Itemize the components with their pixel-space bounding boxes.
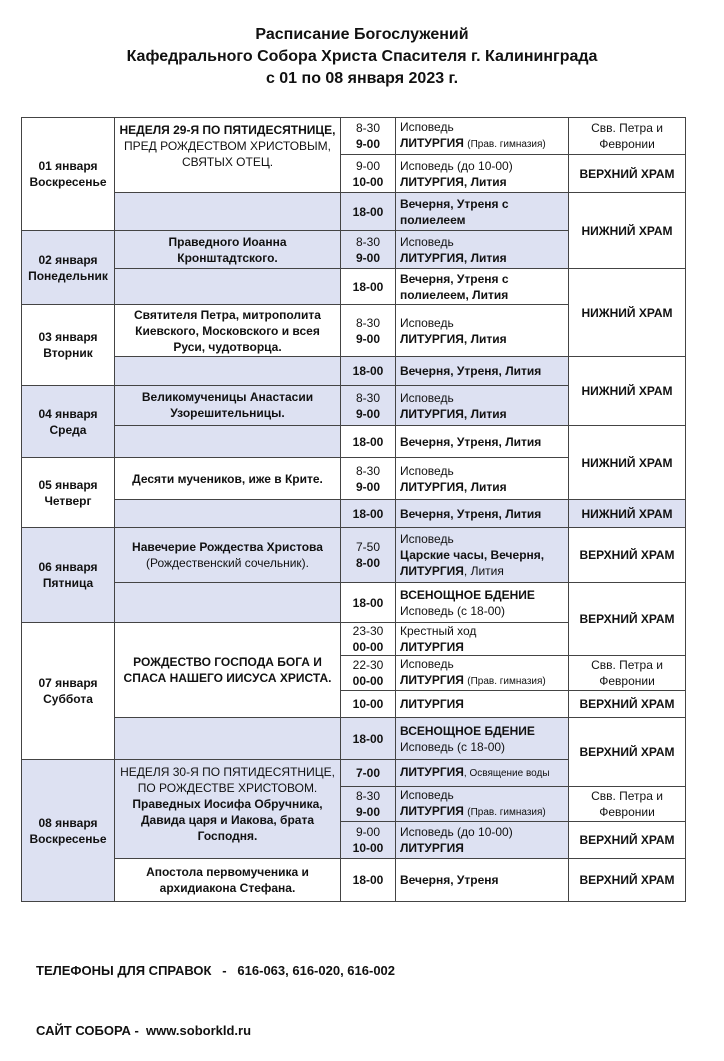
time-cell: 9-00 10-00 (341, 822, 396, 859)
day-cell: 06 января Пятница (22, 528, 115, 623)
location-cell: Свв. Петра и Февронии (569, 787, 686, 822)
header-title: Расписание Богослужений (255, 26, 469, 43)
time-cell: 7-00 (341, 760, 396, 787)
time-cell: 18-00 (341, 269, 396, 305)
time-cell: 23-30 00-00 (341, 623, 396, 656)
service-cell: ВСЕНОЩНОЕ БДЕНИЕ Исповедь (с 18-00) (396, 583, 569, 623)
day-cell: 04 января Среда (22, 386, 115, 458)
time-cell: 8-30 9-00 (341, 231, 396, 269)
service-cell: ЛИТУРГИЯ, Освящение воды (396, 760, 569, 787)
document-header (0, 24, 724, 90)
service-cell: Вечерня, Утреня, Лития (396, 500, 569, 528)
time-cell: 8-30 9-00 (341, 386, 396, 426)
time-cell: 22-30 00-00 (341, 656, 396, 691)
feast-cell-empty (115, 426, 341, 458)
feast-cell: НЕДЕЛЯ 30-Я ПО ПЯТИДЕСЯТНИЦЕ, ПО РОЖДЕСТВЕ ХРИСТОВОМ. Праведных Иосифа Обручника, Давида царя и Иакова, брата Господня. (115, 760, 341, 859)
service-cell: Исповедь ЛИТУРГИЯ (Прав. гимназия) (396, 118, 569, 155)
table-row (22, 357, 686, 386)
location-cell: ВЕРХНИЙ ХРАМ (569, 822, 686, 859)
time-cell: 18-00 (341, 426, 396, 458)
service-cell: Исповедь ЛИТУРГИЯ (Прав. гимназия) (396, 787, 569, 822)
location-cell: НИЖНИЙ ХРАМ (569, 500, 686, 528)
day-cell: 03 января Вторник (22, 305, 115, 386)
location-cell: НИЖНИЙ ХРАМ (569, 269, 686, 357)
feast-cell: Святителя Петра, митрополита Киевского, Московского и всея Руси, чудотворца. (115, 305, 341, 357)
day-cell: 05 января Четверг (22, 458, 115, 528)
header-period: с 01 по 08 января 2023 г. (265, 70, 459, 87)
feast-cell-empty (115, 583, 341, 623)
time-cell: 10-00 (341, 691, 396, 718)
location-cell: ВЕРХНИЙ ХРАМ (569, 155, 686, 193)
location-cell: ВЕРХНИЙ ХРАМ (569, 718, 686, 787)
time-cell: 18-00 (341, 193, 396, 231)
time-cell: 8-30 9-00 (341, 118, 396, 155)
location-cell: Свв. Петра и Февронии (569, 656, 686, 691)
feast-cell: РОЖДЕСТВО ГОСПОДА БОГА И СПАСА НАШЕГО ИИСУСА ХРИСТА. (115, 623, 341, 718)
table-row (22, 269, 686, 305)
service-cell: Вечерня, Утреня (396, 859, 569, 902)
time-cell: 8-30 9-00 (341, 458, 396, 500)
day-cell: 01 января Воскресенье (22, 118, 115, 231)
feast-cell-empty (115, 718, 341, 760)
service-cell: Исповедь ЛИТУРГИЯ (Прав. гимназия) (396, 656, 569, 691)
location-cell: ВЕРХНИЙ ХРАМ (569, 859, 686, 902)
service-cell: Исповедь ЛИТУРГИЯ, Лития (396, 458, 569, 500)
service-cell: Исповедь ЛИТУРГИЯ, Лития (396, 305, 569, 357)
feast-cell-empty (115, 193, 341, 231)
table-row (22, 193, 686, 231)
service-cell: Исповедь (до 10-00) ЛИТУРГИЯ (396, 822, 569, 859)
location-cell: НИЖНИЙ ХРАМ (569, 426, 686, 500)
time-cell: 18-00 (341, 859, 396, 902)
location-cell: НИЖНИЙ ХРАМ (569, 357, 686, 426)
feast-cell-empty (115, 269, 341, 305)
time-cell: 18-00 (341, 357, 396, 386)
feast-cell: Великомученицы Анастасии Узорешительницы. (115, 386, 341, 426)
service-cell: Вечерня, Утреня, Лития (396, 426, 569, 458)
service-cell: Исповедь ЛИТУРГИЯ, Лития (396, 231, 569, 269)
service-cell: Исповедь Царские часы, Вечерня, ЛИТУРГИЯ, Лития (396, 528, 569, 583)
location-cell: ВЕРХНИЙ ХРАМ (569, 528, 686, 583)
feast-cell: Праведного Иоанна Кронштадтского. (115, 231, 341, 269)
table-row (22, 426, 686, 458)
feast-cell-empty (115, 500, 341, 528)
service-cell: ВСЕНОЩНОЕ БДЕНИЕ Исповедь (с 18-00) (396, 718, 569, 760)
header-cathedral: Кафедрального Собора Христа Спасителя г. Калининграда (126, 48, 598, 65)
table-row (22, 118, 686, 155)
time-cell: 8-30 9-00 (341, 787, 396, 822)
service-cell: Вечерня, Утреня с полиелеем (396, 193, 569, 231)
service-cell: Вечерня, Утреня, Лития (396, 357, 569, 386)
location-cell: ВЕРХНИЙ ХРАМ (569, 691, 686, 718)
table-row (22, 859, 686, 902)
service-cell: Исповедь ЛИТУРГИЯ, Лития (396, 386, 569, 426)
contact-footer (36, 921, 395, 1061)
feast-cell: Апостола первомученика и архидиакона Стефана. (115, 859, 341, 902)
service-cell: Исповедь (до 10-00) ЛИТУРГИЯ, Лития (396, 155, 569, 193)
location-cell: Свв. Петра и Февронии (569, 118, 686, 155)
table-row (22, 528, 686, 583)
table-row (22, 583, 686, 623)
table-row (22, 718, 686, 760)
time-cell: 18-00 (341, 718, 396, 760)
time-cell: 9-00 10-00 (341, 155, 396, 193)
website-line[interactable]: САЙТ СОБОРА - www.soborkld.ru (36, 1023, 252, 1038)
day-cell: 08 января Воскресенье (22, 760, 115, 902)
time-cell: 18-00 (341, 500, 396, 528)
service-cell: Крестный ход ЛИТУРГИЯ (396, 623, 569, 656)
feast-cell-empty (115, 357, 341, 386)
phones-line: ТЕЛЕФОНЫ ДЛЯ СПРАВОК - 616-063, 616-020, 616-002 (36, 963, 396, 978)
location-cell: НИЖНИЙ ХРАМ (569, 193, 686, 269)
time-cell: 18-00 (341, 583, 396, 623)
feast-cell: НЕДЕЛЯ 29-Я ПО ПЯТИДЕСЯТНИЦЕ, ПРЕД РОЖДЕСТВОМ ХРИСТОВЫМ, СВЯТЫХ ОТЕЦ. (115, 118, 341, 193)
service-cell: ЛИТУРГИЯ (396, 691, 569, 718)
day-cell: 02 января Понедельник (22, 231, 115, 305)
feast-cell: Навечерие Рождества Христова (Рождественский сочельник). (115, 528, 341, 583)
table-row (22, 500, 686, 528)
feast-cell: Десяти мучеников, иже в Крите. (115, 458, 341, 500)
service-cell: Вечерня, Утреня с полиелеем, Лития (396, 269, 569, 305)
time-cell: 7-50 8-00 (341, 528, 396, 583)
location-cell: ВЕРХНИЙ ХРАМ (569, 583, 686, 656)
day-cell: 07 января Суббота (22, 623, 115, 760)
time-cell: 8-30 9-00 (341, 305, 396, 357)
schedule-table (21, 117, 686, 902)
